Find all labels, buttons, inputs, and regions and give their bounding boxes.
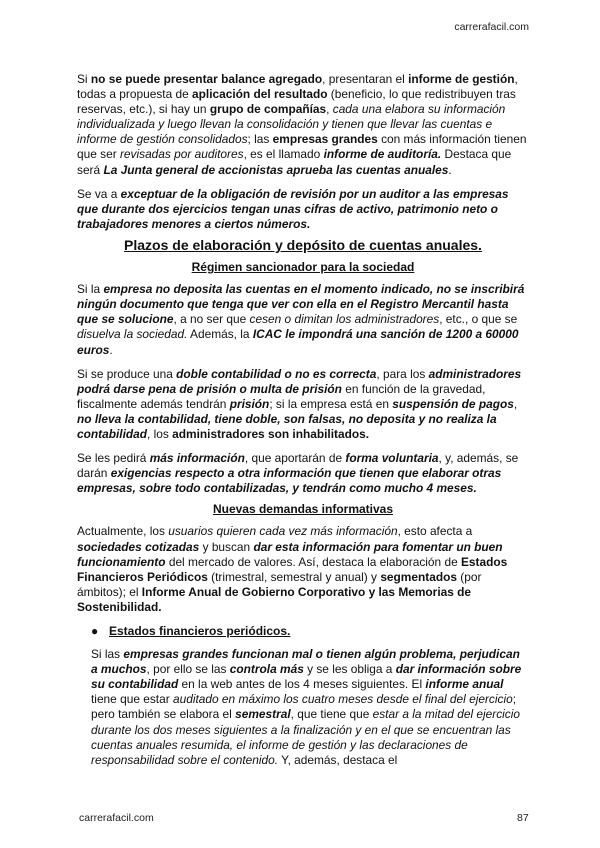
text-run: ; si la empresa está en	[269, 396, 393, 411]
text-run: suspensión de pagos	[392, 396, 514, 411]
text-run: informe de gestión	[408, 72, 515, 86]
text-run: , a no ser que	[173, 312, 250, 327]
bullet-heading-label: Estados financieros periódicos.	[109, 624, 291, 638]
text-run: Estados Financieros Periódicos	[77, 554, 508, 584]
text-run: ; las	[247, 132, 273, 147]
text-run: ,	[513, 396, 518, 411]
text-run: Si se produce una	[77, 366, 177, 381]
text-run: en la web antes de los 4 meses siguientes. El	[178, 677, 426, 692]
paragraph-excepcion-auditoria	[77, 187, 529, 232]
paragraph-deposito-cuentas	[77, 282, 529, 357]
text-run: tiene que estar	[91, 692, 173, 707]
bullet-heading-estados	[77, 624, 529, 639]
page-number: 87	[517, 812, 529, 824]
text-run: sociedades cotizadas	[77, 539, 200, 554]
text-run: no se puede presentar balance agregado	[90, 72, 323, 86]
text-run: Además, la	[187, 327, 253, 342]
text-run: aplicación del resultado	[192, 87, 328, 102]
text-run: administradores son inhabilitados.	[172, 426, 370, 441]
text-run: estar a la mitad del ejercicio durante los dos meses siguientes a la finalización y en el que se encuentran las cuentas anuales resumida, el informe de gestión y las declaraciones de responsabilidad sobre el contenido.	[91, 707, 521, 767]
text-run: Se les pedirá	[77, 451, 150, 466]
text-run: , etc., o que se	[439, 312, 518, 327]
text-run: prisión	[229, 396, 270, 411]
text-run: exigencias respecto a otra información que tienen que elaborar otras empresas, sobre todo contabilizadas, y tendrán como mucho 4 meses.	[77, 466, 502, 496]
text-run: en función de la gravedad, fiscalmente además tendrán	[77, 381, 486, 411]
text-run: cada una elabora su información individualizada y luego llevan la consolidación y tienen que llevar las cuentas e informe de gestión consolidados	[77, 102, 506, 147]
text-run: , por ello se las	[146, 662, 230, 677]
text-run: informe de auditoría.	[323, 147, 442, 162]
text-run: .	[109, 342, 113, 357]
text-run: Y, además, destaca el	[278, 752, 398, 767]
text-run: Si las	[91, 647, 124, 662]
text-run: exceptuar de la obligación de revisión por un auditor a las empresas que durante dos ejercicios tengan unas cifras de activo, patrimonio neto o trabajadores menores a ciertos números.	[77, 186, 509, 231]
document-body	[77, 72, 529, 777]
text-run: empresas grandes funcionan mal o tienen algún problema, perjudican a muchos	[91, 647, 520, 677]
text-run: , que tiene que	[290, 707, 373, 722]
text-run: Si	[77, 72, 91, 86]
text-run: , esto afecta a	[397, 524, 473, 539]
subsection-title-regimen: Régimen sancionador para la sociedad	[191, 260, 415, 275]
subsection-title-demandas: Nuevas demandas informativas	[212, 502, 394, 517]
text-run: semestral	[235, 707, 291, 722]
paragraph-empresas-grandes	[77, 647, 529, 768]
text-run: Actualmente, los	[77, 524, 169, 539]
footer-site: carrerafacil.com	[79, 812, 154, 824]
text-run: doble contabilidad o no es correcta	[176, 366, 377, 381]
text-run: (trimestral, semestral y anual) y	[207, 569, 381, 584]
text-run: , presentaran el	[322, 72, 409, 86]
text-run: empresa no deposita las cuentas en el momento indicado, no se inscribirá ningún documento que tenga que ver con ella en el Registro Mercantil hasta que se solucione	[77, 282, 525, 327]
text-run: revisadas por auditores	[119, 147, 244, 162]
text-run: y se les obliga a	[303, 662, 396, 677]
text-run: Destaca que será	[77, 147, 512, 177]
text-run: del mercado de valores. Así, destaca la elaboración de	[165, 554, 461, 569]
text-run: disuelva la sociedad.	[77, 327, 188, 342]
text-run: forma voluntaria	[345, 451, 439, 466]
text-run: ,	[326, 102, 333, 117]
text-run: (por ámbitos); el	[77, 569, 482, 599]
paragraph-mas-informacion	[77, 451, 529, 496]
text-run: segmentados	[380, 569, 457, 584]
text-run: La Junta general de accionistas aprueba las cuentas anuales	[103, 162, 449, 177]
text-run: cesen o dimitan los administradores	[249, 312, 440, 327]
text-run: usuarios quieren cada vez más información	[168, 524, 398, 539]
text-run: , es el llamado	[243, 147, 324, 162]
text-run: Informe Anual de Gobierno Corporativo y las Memorias de Sostenibilidad.	[77, 584, 472, 614]
text-run: .	[448, 162, 452, 177]
text-run: grupo de compañías	[209, 102, 327, 117]
text-run: , que aportarán de	[244, 451, 346, 466]
text-run: más información	[149, 451, 245, 466]
text-run: no lleva la contabilidad, tiene doble, son falsas, no deposita y no realiza la contabilidad	[77, 411, 497, 441]
text-run: con más información tienen que ser	[77, 132, 527, 162]
text-run: auditado en máximo los cuatro meses desde el final del ejercicio	[172, 692, 513, 707]
section-title: Plazos de elaboración y depósito de cuentas anuales.	[124, 236, 482, 253]
text-run: informe anual	[425, 677, 504, 692]
text-run: , todas a propuesta de	[77, 72, 518, 102]
text-run: dar esta información para fomentar un buen funcionamiento	[77, 539, 503, 569]
paragraph-informe-gestion	[77, 72, 529, 178]
text-run: dar información sobre su contabilidad	[91, 662, 522, 692]
text-run: ; pero también se elabora el	[91, 692, 517, 722]
text-run: , para los	[376, 366, 429, 381]
text-run: Se va a	[77, 186, 121, 201]
header-site: carrerafacil.com	[454, 21, 529, 33]
bullet-icon: ●	[91, 624, 99, 638]
text-run: (beneficio, lo que redistribuyen tras reservas, etc.), si hay un	[77, 87, 516, 117]
text-run: empresas grandes	[272, 132, 378, 147]
text-run: administradores podrá darse pena de prisión o multa de prisión	[77, 366, 522, 396]
paragraph-usuarios-informacion	[77, 524, 529, 615]
text-run: , y, además, se darán	[77, 451, 519, 481]
text-run: controla más	[229, 662, 304, 677]
paragraph-doble-contabilidad	[77, 367, 529, 442]
text-run: Si la	[77, 282, 104, 297]
text-run: , los	[147, 426, 173, 441]
text-run: y buscan	[199, 539, 254, 554]
text-run: ICAC le impondrá una sanción de 1200 a 60000 euros	[77, 327, 519, 357]
